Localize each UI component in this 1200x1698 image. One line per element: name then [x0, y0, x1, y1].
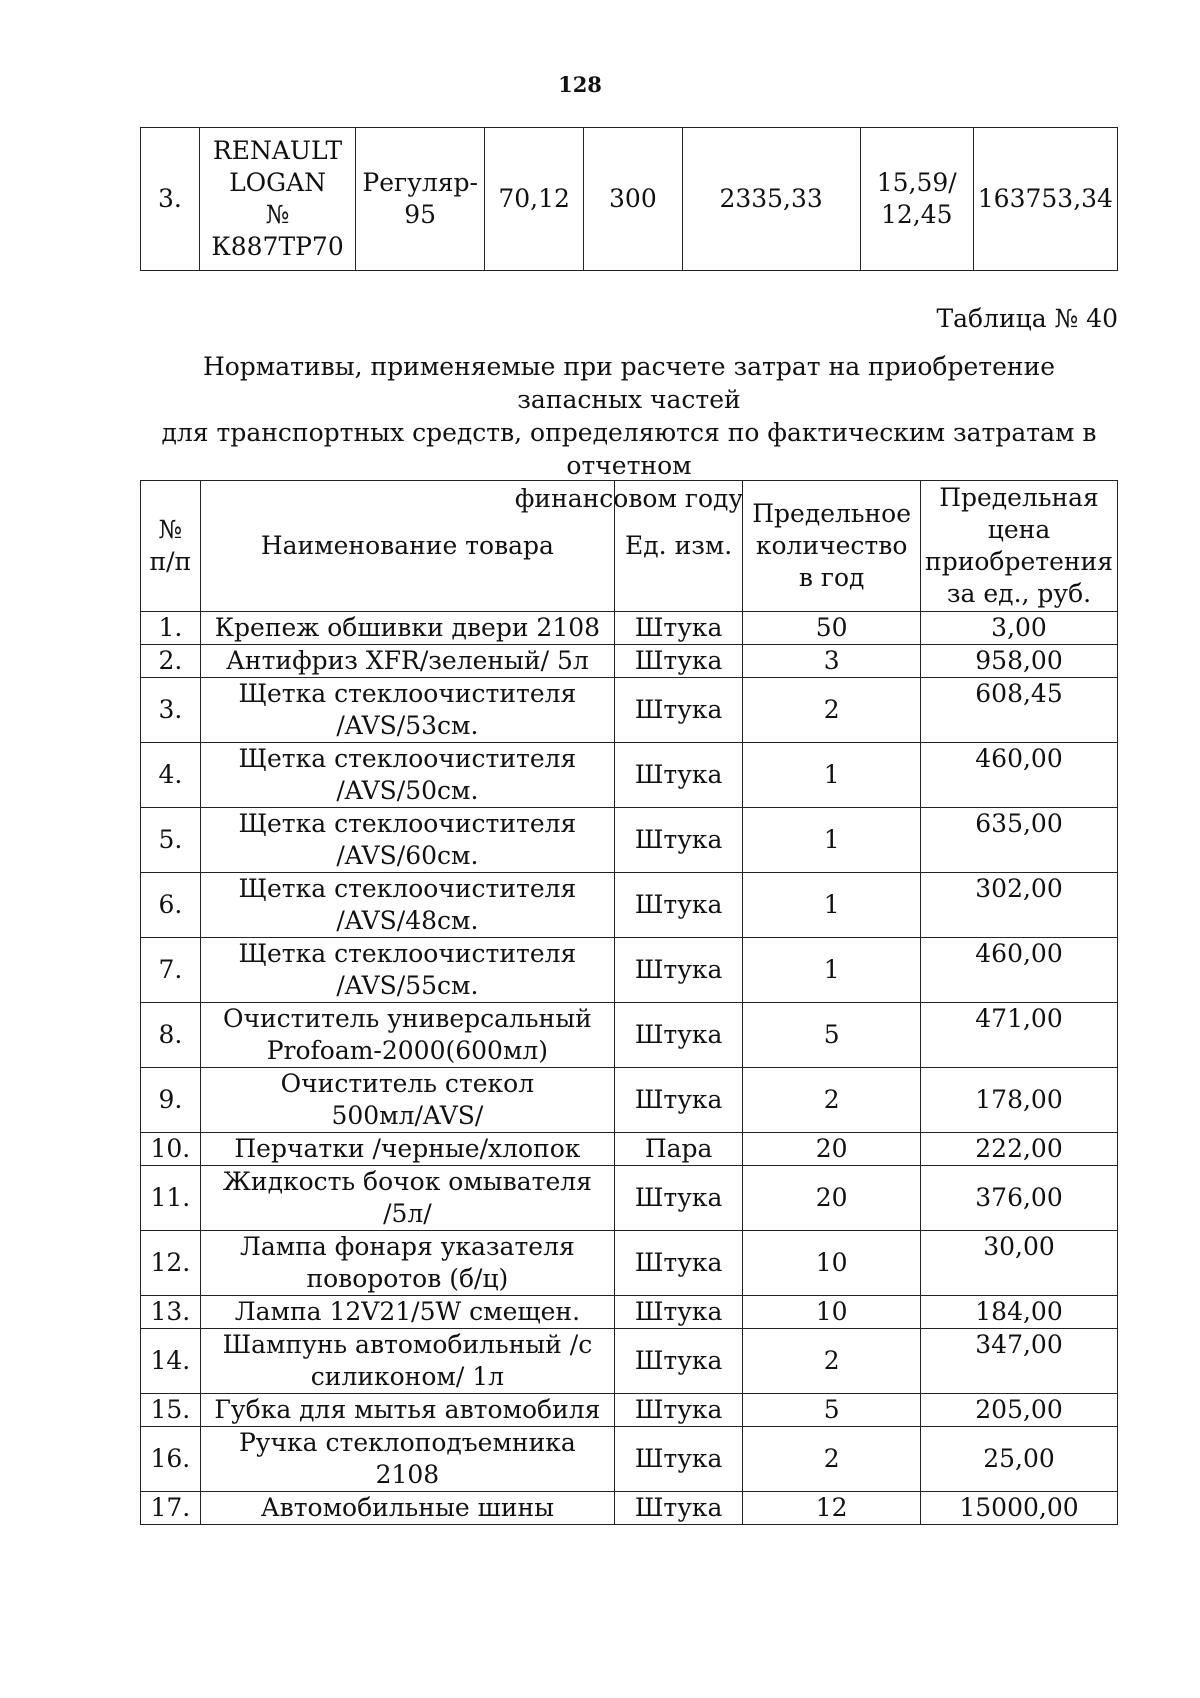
item-price: 635,00 — [921, 808, 1118, 873]
item-unit: Штука — [615, 612, 743, 645]
header-number — [141, 481, 201, 612]
item-name — [200, 1394, 614, 1427]
item-name-line: Щетка стеклоочистителя — [238, 939, 577, 968]
item-unit: Штука — [615, 1231, 743, 1296]
item-price: 608,45 — [921, 678, 1118, 743]
item-name — [200, 1231, 614, 1296]
item-name-line: Щетка стеклоочистителя — [238, 679, 577, 708]
spare-parts-table — [140, 480, 1118, 1525]
item-price: 15000,00 — [921, 1492, 1118, 1525]
item-price: 958,00 — [921, 645, 1118, 678]
item-unit: Штука — [615, 1296, 743, 1329]
header-name: Наименование товара — [200, 481, 614, 612]
item-name-line: Шампунь автомобильный /с — [222, 1330, 593, 1359]
item-quantity: 2 — [743, 1068, 921, 1133]
table-row — [141, 612, 1118, 645]
table-caption: Таблица № 40 — [936, 304, 1118, 333]
item-name-line: Очиститель универсальный — [222, 1004, 592, 1033]
item-quantity: 1 — [743, 743, 921, 808]
item-price: 460,00 — [921, 938, 1118, 1003]
header-line: за ед., руб. — [946, 579, 1092, 608]
item-unit: Штука — [615, 1427, 743, 1492]
item-name-line: Крепеж обшивки двери 2108 — [214, 613, 601, 642]
row-number: 9. — [141, 1068, 201, 1133]
table-row — [141, 1068, 1118, 1133]
item-name — [200, 873, 614, 938]
fuel-type — [356, 128, 485, 271]
cell-value — [860, 128, 973, 271]
item-name — [200, 678, 614, 743]
item-quantity: 5 — [743, 1394, 921, 1427]
table-row — [141, 808, 1118, 873]
table-row — [141, 938, 1118, 1003]
item-name-line: Автомобильные шины — [260, 1493, 555, 1522]
item-unit: Штука — [615, 1492, 743, 1525]
item-unit: Штука — [615, 678, 743, 743]
table-row — [141, 1329, 1118, 1394]
row-number: 5. — [141, 808, 201, 873]
item-price: 222,00 — [921, 1133, 1118, 1166]
item-name — [200, 1003, 614, 1068]
item-unit: Штука — [615, 1003, 743, 1068]
header-price — [921, 481, 1118, 612]
table-body — [141, 612, 1118, 1525]
item-quantity: 20 — [743, 1133, 921, 1166]
row-number: 1. — [141, 612, 201, 645]
item-name-line: Лампа 12V21/5W смещен. — [234, 1297, 581, 1326]
item-quantity: 2 — [743, 678, 921, 743]
item-quantity: 1 — [743, 938, 921, 1003]
table-row — [141, 1296, 1118, 1329]
item-name-line: /AVS/60см. — [336, 841, 479, 870]
item-price: 178,00 — [921, 1068, 1118, 1133]
header-line: № — [158, 515, 183, 544]
title-line: Нормативы, применяемые при расчете затрат на приобретение запасных частей — [202, 352, 1056, 414]
row-number: 11. — [141, 1166, 201, 1231]
item-unit: Штука — [615, 873, 743, 938]
row-number: 3. — [141, 678, 201, 743]
item-name-line: Profoam-2000(600мл) — [266, 1036, 549, 1065]
item-unit: Штука — [615, 645, 743, 678]
item-name-line: Лампа фонаря указателя — [240, 1232, 575, 1261]
table-row — [141, 645, 1118, 678]
item-quantity: 2 — [743, 1427, 921, 1492]
row-number: 6. — [141, 873, 201, 938]
item-price: 184,00 — [921, 1296, 1118, 1329]
table-row — [141, 1427, 1118, 1492]
item-quantity: 10 — [743, 1296, 921, 1329]
table-row — [141, 1231, 1118, 1296]
item-name-line: силиконом/ 1л — [310, 1362, 504, 1391]
item-price: 3,00 — [921, 612, 1118, 645]
item-quantity: 5 — [743, 1003, 921, 1068]
item-unit: Пара — [615, 1133, 743, 1166]
item-price: 205,00 — [921, 1394, 1118, 1427]
row-number: 13. — [141, 1296, 201, 1329]
item-name — [200, 1166, 614, 1231]
table-row — [141, 1166, 1118, 1231]
table-row — [141, 128, 1118, 271]
row-number: 2. — [141, 645, 201, 678]
fuel-cost-table-continuation — [140, 127, 1118, 271]
item-name-line: Щетка стеклоочистителя — [238, 874, 577, 903]
item-quantity: 3 — [743, 645, 921, 678]
item-quantity: 1 — [743, 808, 921, 873]
table-row — [141, 1492, 1118, 1525]
item-name-line: /AVS/53см. — [336, 711, 479, 740]
item-name — [200, 1133, 614, 1166]
row-number: 3. — [141, 128, 200, 271]
item-name — [200, 1068, 614, 1133]
vehicle-name — [199, 128, 355, 271]
item-quantity: 2 — [743, 1329, 921, 1394]
fuel-line: Регуляр- — [362, 168, 478, 197]
item-name-line: Очиститель стекол 500мл/AVS/ — [280, 1069, 535, 1130]
item-name-line: поворотов (б/ц) — [306, 1264, 509, 1293]
item-name — [200, 1427, 614, 1492]
item-name-line: Щетка стеклоочистителя — [238, 809, 577, 838]
item-unit: Штука — [615, 938, 743, 1003]
item-name-line: /AVS/48см. — [336, 906, 479, 935]
item-name — [200, 808, 614, 873]
cell-value: 300 — [584, 128, 682, 271]
item-quantity: 50 — [743, 612, 921, 645]
vehicle-line: RENAULT — [212, 136, 343, 165]
item-name — [200, 1329, 614, 1394]
cell-value: 70,12 — [485, 128, 584, 271]
item-quantity: 1 — [743, 873, 921, 938]
item-unit: Штука — [615, 1166, 743, 1231]
cell-value: 163753,34 — [973, 128, 1117, 271]
row-number: 16. — [141, 1427, 201, 1492]
row-number: 4. — [141, 743, 201, 808]
header-line: приобретения — [925, 547, 1113, 576]
item-name — [200, 612, 614, 645]
row-number: 12. — [141, 1231, 201, 1296]
item-unit: Штука — [615, 1394, 743, 1427]
item-name — [200, 938, 614, 1003]
item-name — [200, 743, 614, 808]
item-name — [200, 1492, 614, 1525]
header-line: Предельное — [752, 499, 912, 528]
item-name-line: Жидкость бочок омывателя /5л/ — [222, 1167, 592, 1228]
vehicle-line: К887ТР70 — [211, 232, 344, 261]
item-quantity: 20 — [743, 1166, 921, 1231]
row-number: 17. — [141, 1492, 201, 1525]
table-row — [141, 1003, 1118, 1068]
item-name-line: Губка для мытья автомобиля — [214, 1395, 601, 1424]
item-price: 460,00 — [921, 743, 1118, 808]
row-number: 14. — [141, 1329, 201, 1394]
fuel-line: 95 — [404, 200, 437, 229]
item-price: 347,00 — [921, 1329, 1118, 1394]
header-line: цена — [987, 515, 1051, 544]
table-row — [141, 678, 1118, 743]
item-price: 302,00 — [921, 873, 1118, 938]
title-line: финансовом году — [514, 484, 744, 513]
item-unit: Штука — [615, 808, 743, 873]
table-row — [141, 1394, 1118, 1427]
item-name-line: /AVS/50см. — [336, 776, 479, 805]
cell-line: 12,45 — [880, 200, 953, 229]
row-number: 10. — [141, 1133, 201, 1166]
row-number: 8. — [141, 1003, 201, 1068]
table-header-row — [141, 481, 1118, 612]
item-name-line: Антифриз XFR/зеленый/ 5л — [225, 646, 589, 675]
table-row — [141, 1133, 1118, 1166]
item-price: 376,00 — [921, 1166, 1118, 1231]
item-unit: Штука — [615, 1068, 743, 1133]
header-quantity — [743, 481, 921, 612]
item-price: 471,00 — [921, 1003, 1118, 1068]
vehicle-line: LOGAN — [229, 168, 327, 197]
header-unit: Ед. изм. — [615, 481, 743, 612]
item-name — [200, 645, 614, 678]
item-unit: Штука — [615, 1329, 743, 1394]
vehicle-line: № — [265, 200, 290, 229]
row-number: 7. — [141, 938, 201, 1003]
item-name — [200, 1296, 614, 1329]
table-row — [141, 743, 1118, 808]
item-name-line: Ручка стеклоподъемника 2108 — [238, 1428, 576, 1489]
header-line: п/п — [149, 547, 192, 576]
item-name-line: /AVS/55см. — [336, 971, 479, 1000]
table-row — [141, 873, 1118, 938]
cell-line: 15,59/ — [876, 168, 957, 197]
item-name-line: Щетка стеклоочистителя — [238, 744, 577, 773]
row-number: 15. — [141, 1394, 201, 1427]
cell-value: 2335,33 — [682, 128, 860, 271]
page-number: 128 — [558, 72, 602, 97]
item-unit: Штука — [615, 743, 743, 808]
item-price: 25,00 — [921, 1427, 1118, 1492]
item-quantity: 10 — [743, 1231, 921, 1296]
header-line: в год — [798, 563, 865, 592]
header-line: Предельная — [939, 483, 1099, 512]
header-line: количество — [755, 531, 908, 560]
title-line: для транспортных средств, определяются по фактическим затратам в отчетном — [161, 418, 1097, 480]
item-name-line: Перчатки /черные/хлопок — [234, 1134, 581, 1163]
item-price: 30,00 — [921, 1231, 1118, 1296]
item-quantity: 12 — [743, 1492, 921, 1525]
